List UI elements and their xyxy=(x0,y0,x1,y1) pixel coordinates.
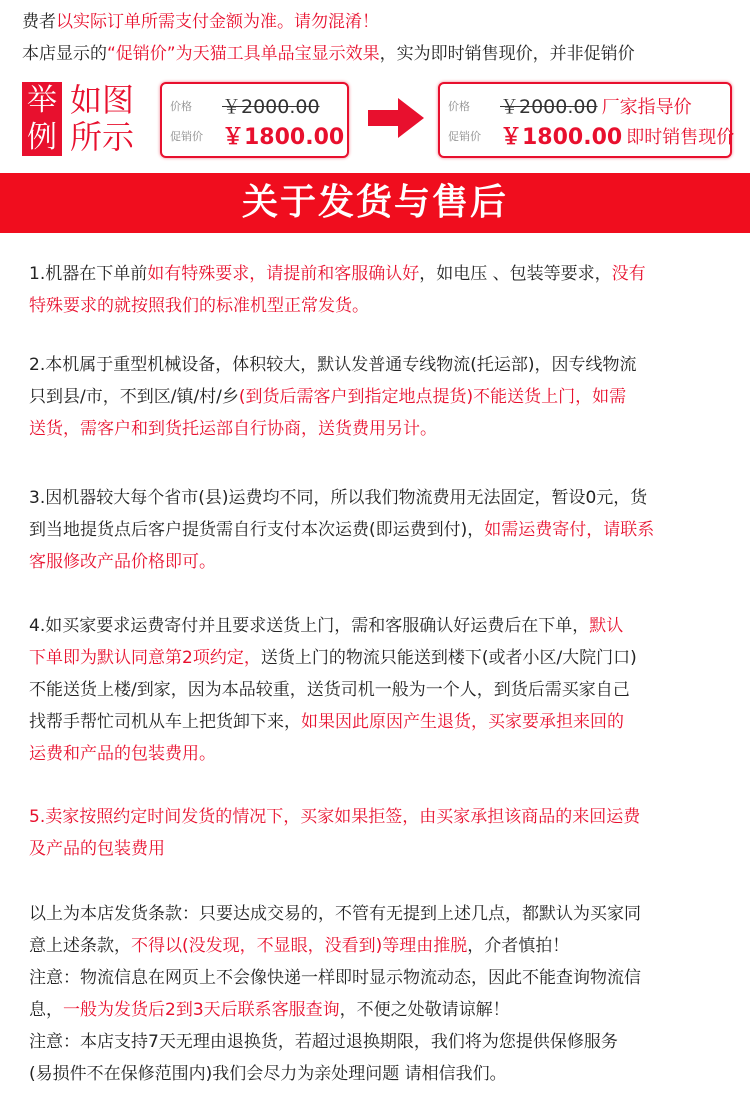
text-span: 只到县/市，不到区/镇/村/乡 xyxy=(29,387,239,407)
term-line xyxy=(29,994,729,1026)
term-line: 送货，需客户和到货托运部自行协商，送货费用另计。 xyxy=(29,419,437,439)
original-price-note: 厂家指导价 xyxy=(601,96,692,118)
term-line xyxy=(29,642,729,674)
promo-label: 促销价 xyxy=(170,129,203,143)
highlight-span: 如有特殊要求，请提前和客服确认好 xyxy=(147,264,420,284)
arrow-right-icon xyxy=(368,98,424,138)
example-tag-char-1: 举 xyxy=(27,83,57,118)
example-label xyxy=(70,82,134,156)
text-span: ，不便之处敬请谅解！ xyxy=(339,1000,510,1020)
highlight-span: 没有 xyxy=(611,264,646,284)
promo-label: 促销价 xyxy=(448,129,481,143)
text-span: 找帮手帮忙司机从车上把货卸下来， xyxy=(29,712,301,732)
notice-line-2 xyxy=(22,39,635,64)
price-row xyxy=(170,92,320,119)
shipping-term-2 xyxy=(29,349,729,445)
highlight-span: 如果因此原因产生退货，买家要承担来回的 xyxy=(301,712,624,732)
term-line: 5.卖家按照约定时间发货的情况下，买家如果拒签，由买家承担该商品的来回运费 xyxy=(29,807,641,827)
example-tag xyxy=(22,82,62,156)
price-card-display xyxy=(160,82,349,158)
price-row xyxy=(448,92,692,119)
promo-row xyxy=(448,120,734,151)
term-line: 以上为本店发货条款：只要达成交易的，不管有无提到上述几点，都默认为买家同 xyxy=(29,904,641,924)
text-span: 送货上门的物流只能送到楼下(或者小区/大院门口) xyxy=(260,648,637,668)
text-span: 意上述条款， xyxy=(29,936,131,956)
term-line xyxy=(29,930,729,962)
notice-line-2-suffix: ，实为即时销售现价，并非促销价 xyxy=(379,44,635,64)
section-title: 关于发货与售后 xyxy=(241,182,508,223)
notice-line-1 xyxy=(22,7,379,32)
promo-price-note: 即时销售现价 xyxy=(626,126,735,148)
section-banner xyxy=(0,173,750,233)
shipping-term-1 xyxy=(29,258,729,322)
shipping-term-4 xyxy=(29,610,729,770)
price-label: 价格 xyxy=(448,99,470,113)
text-span: ，如电压 、包装等要求， xyxy=(419,264,612,284)
term-line xyxy=(29,258,729,290)
term-line: 运费和产品的包装费用。 xyxy=(29,744,216,764)
text-span: 1.机器在下单前 xyxy=(29,264,148,284)
highlight-span: 下单即为默认同意第2项约定， xyxy=(29,648,261,668)
shipping-term-5 xyxy=(29,801,729,865)
shipping-term-3 xyxy=(29,482,729,578)
price-label: 价格 xyxy=(170,99,192,113)
text-span: 息， xyxy=(29,1000,63,1020)
text-span: 4.如买家要求运费寄付并且要求送货上门，需和客服确认好运费后在下单， xyxy=(29,616,590,636)
original-price: ￥2000.00 xyxy=(222,96,320,118)
term-line: (易损件不在保修范围内)我们会尽力为亲处理问题 请相信我们。 xyxy=(29,1064,507,1084)
original-price: ￥2000.00 xyxy=(500,96,598,118)
term-line: 及产品的包装费用 xyxy=(29,839,165,859)
shipping-conclusion xyxy=(29,898,729,1090)
term-line: 注意：物流信息在网页上不会像快递一样即时显示物流动态，因此不能查询物流信 xyxy=(29,968,641,988)
text-span: 到当地提货点后客户提货需自行支付本次运费(即运费到付)， xyxy=(29,520,485,540)
term-line xyxy=(29,381,729,413)
notice-line-1-prefix: 费者 xyxy=(22,12,56,32)
notice-line-2-prefix: 本店显示的 xyxy=(22,44,107,64)
highlight-span: 一般为发货后2到3天后联系客服查询 xyxy=(63,1000,340,1020)
term-line xyxy=(29,706,729,738)
notice-line-2-highlight: “促销价”为天猫工具单品宝显示效果 xyxy=(107,44,380,64)
highlight-span: 如需运费寄付，请联系 xyxy=(484,520,655,540)
term-line: 注意：本店支持7天无理由退换货，若超过退换期限，我们将为您提供保修服务 xyxy=(29,1032,618,1052)
example-label-line-2: 所示 xyxy=(70,118,135,156)
highlight-span: (到货后需客户到指定地点提货)不能送货上门，如需 xyxy=(238,387,627,407)
promo-price: ￥1800.00 xyxy=(222,125,345,150)
price-card-explained xyxy=(438,82,735,158)
highlight-span: 默认 xyxy=(589,616,624,636)
term-line xyxy=(29,610,729,642)
term-line: 不能送货上楼/到家，因为本品较重，送货司机一般为一个人，到货后需买家自己 xyxy=(29,680,630,700)
term-line: 客服修改产品价格即可。 xyxy=(29,552,216,572)
promo-row xyxy=(170,120,344,151)
example-label-line-1: 如图 xyxy=(70,81,135,119)
term-line: 2.本机属于重型机械设备，体积较大，默认发普通专线物流(托运部)，因专线物流 xyxy=(29,355,637,375)
example-tag-char-2: 例 xyxy=(27,120,57,155)
notice-line-1-warning: 以实际订单所需支付金额为准。请勿混淆！ xyxy=(56,12,379,32)
highlight-span: 不得以(没发现，不显眼，没看到)等理由推脱 xyxy=(131,936,468,956)
term-line xyxy=(29,514,729,546)
term-line: 特殊要求的就按照我们的标准机型正常发货。 xyxy=(29,296,369,316)
text-span: ，介者慎拍！ xyxy=(467,936,570,956)
promo-price: ￥1800.00 xyxy=(500,125,623,150)
term-line: 3.因机器较大每个省市(县)运费均不同，所以我们物流费用无法固定，暂设0元，货 xyxy=(29,488,648,508)
